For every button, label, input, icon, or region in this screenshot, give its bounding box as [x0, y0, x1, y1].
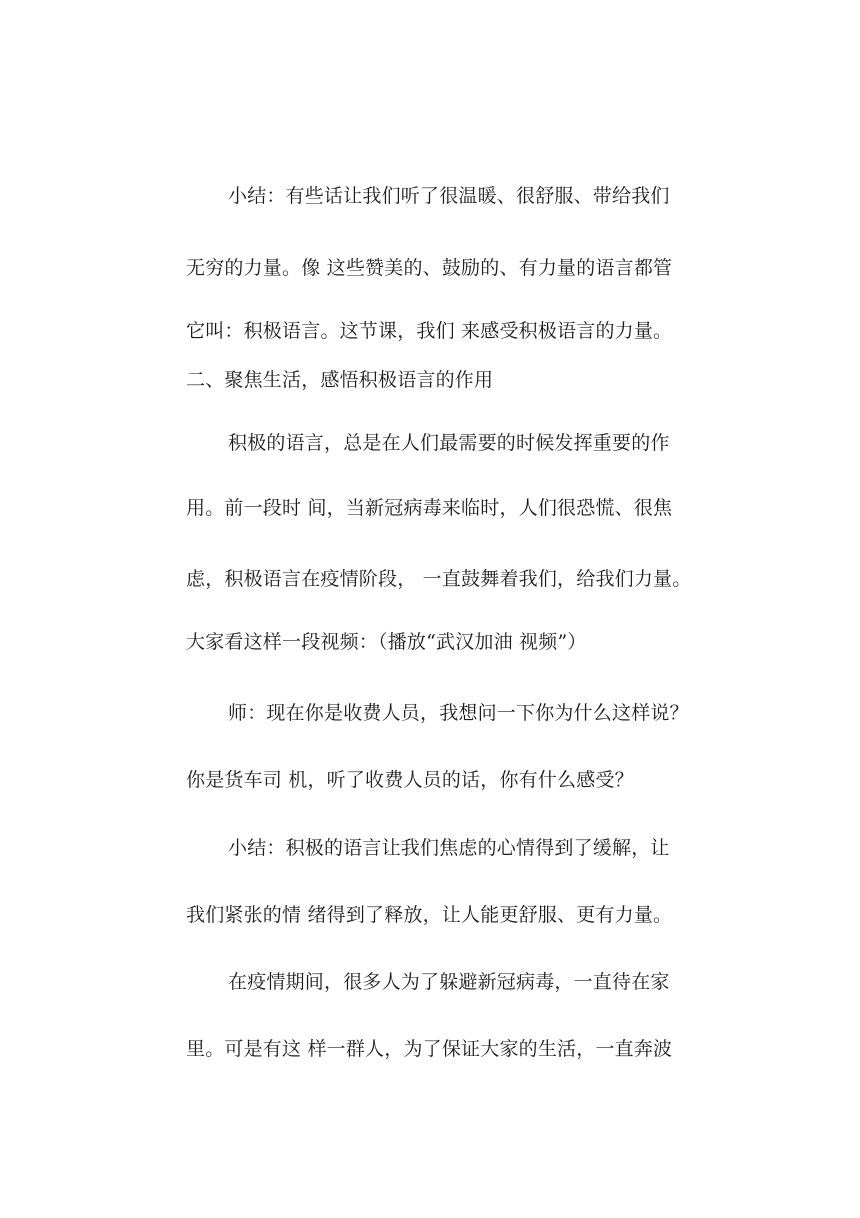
paragraph-line: 师：现在你是收费人员，我想问一下你为什么这样说？ [228, 702, 689, 724]
paragraph-line: 小结：有些话让我们听了很温暖、很舒服、带给我们 [228, 185, 670, 207]
paragraph-line: 用。前一段时 间，当新冠病毒来临时，人们很恐慌、很焦 [186, 497, 673, 519]
paragraph-line: 大家看这样一段视频：（播放“武汉加油 视频”） [186, 631, 587, 653]
paragraph-line: 我们紧张的情 绪得到了释放，让人能更舒服、更有力量。 [186, 904, 673, 926]
paragraph-line: 里。可是有这 样一群人，为了保证大家的生活，一直奔波 [186, 1038, 673, 1060]
paragraph-line: 积极的语言，总是在人们最需要的时候发挥重要的作 [228, 432, 670, 454]
section-heading: 二、聚焦生活，感悟积极语言的作用 [186, 369, 494, 391]
paragraph-line: 虑，积极语言在疫情阶段， 一直鼓舞着我们，给我们力量。 [186, 568, 692, 590]
paragraph-line: 小结：积极的语言让我们焦虑的心情得到了缓解，让 [228, 837, 670, 859]
paragraph-line: 无穷的力量。像 这些赞美的、鼓励的、有力量的语言都管 [186, 257, 673, 279]
paragraph-line: 在疫情期间，很多人为了躲避新冠病毒，一直待在家 [228, 971, 670, 993]
paragraph-line: 你是货车司 机，听了收费人员的话，你有什么感受？ [186, 769, 634, 791]
paragraph-line: 它叫：积极语言。这节课，我们 来感受积极语言的力量。 [186, 320, 673, 342]
